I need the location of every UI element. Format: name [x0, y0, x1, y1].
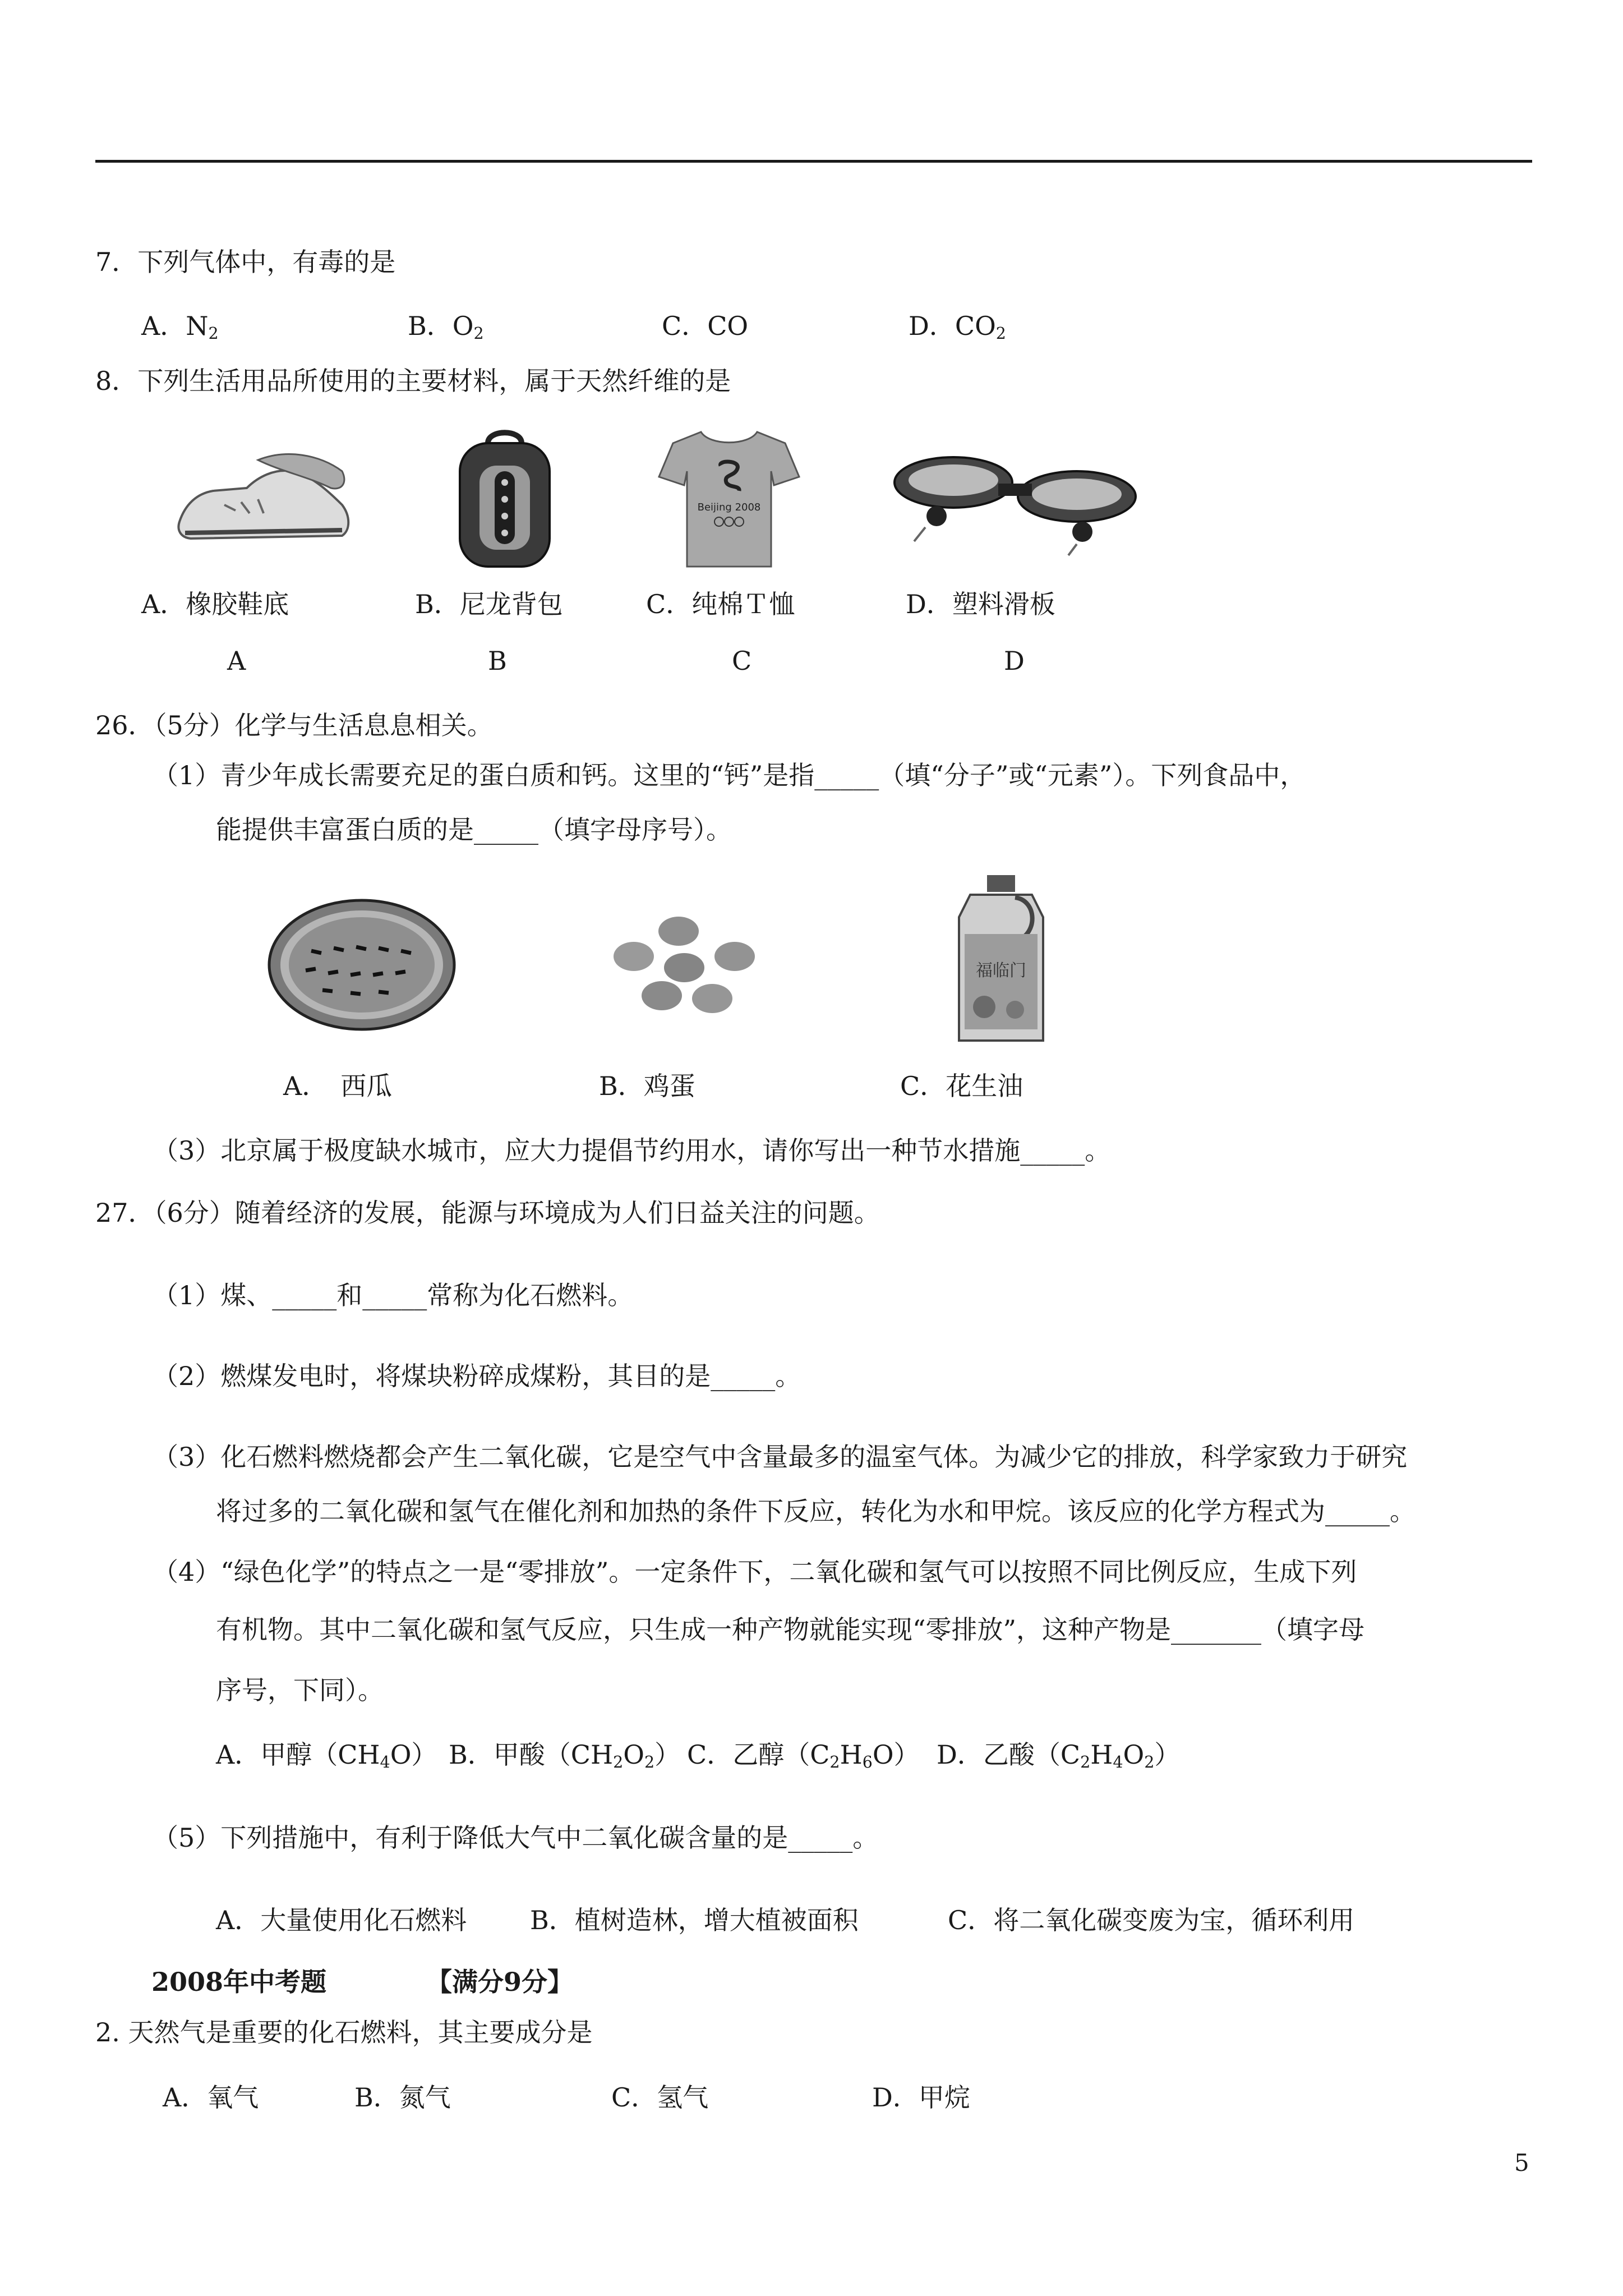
- q8-letter-a: A: [227, 646, 246, 676]
- q8-caption-b: B．尼龙背包: [415, 589, 563, 619]
- q26-part3: （3）北京属于极度缺水城市，应大力提倡节约用水，请你写出一种节水措施_____。: [153, 1135, 1111, 1166]
- q26-part1-line1: （1）青少年成长需要充足的蛋白质和钙。这里的“钙”是指_____（填“分子”或“元素”）。下列食品中，: [153, 760, 1306, 790]
- eggs-image: [600, 909, 763, 1021]
- q2-option-d: D．甲烷: [872, 2082, 970, 2113]
- q27-part4-option-b: B．甲酸$(CH_2O_2)$: [449, 1740, 681, 1772]
- q26-caption-a: A． 西瓜: [283, 1071, 393, 1101]
- q27-part5: （5）下列措施中，有利于降低大气中二氧化碳含量的是_____。: [153, 1823, 879, 1853]
- page-number: 5: [1514, 2149, 1529, 2177]
- q27-part4-line1: （4）“绿色化学”的特点之一是“零排放”。一定条件下，二氧化碳和氢气可以按照不同比例反应，生成下列: [153, 1557, 1357, 1587]
- q27-part5-option-a: A．大量使用化石燃料: [216, 1905, 467, 1935]
- q7-stem: 7．下列气体中，有毒的是: [95, 247, 396, 277]
- q27-part5-option-c: C．将二氧化碳变废为宝，循环利用: [948, 1905, 1355, 1935]
- tshirt-logo-text: Beijing 2008: [697, 501, 761, 513]
- section-2008-score: 【满分9分】: [426, 1967, 574, 1997]
- q7-option-b: B．$O_2$: [408, 311, 484, 343]
- q27-part3-line1: （3）化石燃料燃烧都会产生二氧化碳，它是空气中含量最多的温室气体。为减少它的排放，科学家致力于研究: [153, 1442, 1408, 1472]
- q8-caption-d: D．塑料滑板: [906, 589, 1055, 619]
- q2-option-c: C．氢气: [611, 2082, 709, 2113]
- q27-part4-option-c: C．乙醇$(C_2H_6O)$: [687, 1740, 920, 1772]
- tshirt-image: [656, 426, 802, 572]
- q27-part4-option-d: D．乙酸$(C_2H_4O_2)$: [937, 1740, 1181, 1772]
- q27-part4-option-a: A．甲醇$(CH_4O)$: [216, 1740, 437, 1772]
- skateboard-image: [892, 443, 1138, 561]
- q27-part4-line2: 有机物。其中二氧化碳和氢气反应，只生成一种产物就能实现“零排放”，这种产物是_______（填字母: [216, 1614, 1365, 1645]
- q8-stem: 8．下列生活用品所使用的主要材料，属于天然纤维的是: [95, 366, 731, 396]
- q27-part4-line3: 序号，下同）。: [216, 1675, 384, 1705]
- q26-caption-b: B．鸡蛋: [599, 1071, 695, 1101]
- q7-option-c: C．CO: [662, 311, 749, 341]
- q27-part3-line2: 将过多的二氧化碳和氢气在催化剂和加热的条件下反应，转化为水和甲烷。该反应的化学方程式为_____。: [216, 1496, 1415, 1526]
- section-2008-title: 2008年中考题: [151, 1967, 327, 1997]
- q27-part5-option-b: B．植树造林，增大植被面积: [530, 1905, 859, 1935]
- backpack-image: [449, 426, 561, 572]
- q8-letter-c: C: [732, 646, 752, 676]
- q27-part1: （1）煤、_____和_____常称为化石燃料。: [153, 1280, 634, 1310]
- q26-stem: 26．（5分）化学与生活息息相关。: [95, 710, 493, 740]
- q8-letter-b: B: [488, 646, 507, 676]
- watermelon-image: [266, 898, 457, 1032]
- q2-option-a: A．氧气: [163, 2082, 259, 2113]
- q27-part2: （2）燃煤发电时，将煤块粉碎成煤粉，其目的是_____。: [153, 1361, 801, 1391]
- q26-part1-line2: 能提供丰富蛋白质的是_____（填字母序号）。: [216, 815, 732, 845]
- q8-caption-a: A．橡胶鞋底: [141, 589, 289, 619]
- q2-option-b: B．氮气: [354, 2082, 451, 2113]
- q7-option-d: D．$CO_2$: [909, 311, 1006, 343]
- q2-stem: 2. 天然气是重要的化石燃料，其主要成分是: [95, 2017, 593, 2047]
- q8-letter-d: D: [1004, 646, 1025, 676]
- header-rule: [95, 160, 1532, 163]
- q8-caption-c: C．纯棉Ｔ恤: [646, 589, 795, 619]
- shoe-image: [174, 438, 353, 555]
- q27-stem: 27．（6分）随着经济的发展，能源与环境成为人们日益关注的问题。: [95, 1198, 880, 1228]
- q7-option-a: A．$N_2$: [141, 311, 219, 343]
- q26-caption-c: C．花生油: [900, 1071, 1023, 1101]
- peanut-oil-bottle-image: [948, 872, 1054, 1046]
- bottle-label-text: 福临门: [976, 961, 1026, 981]
